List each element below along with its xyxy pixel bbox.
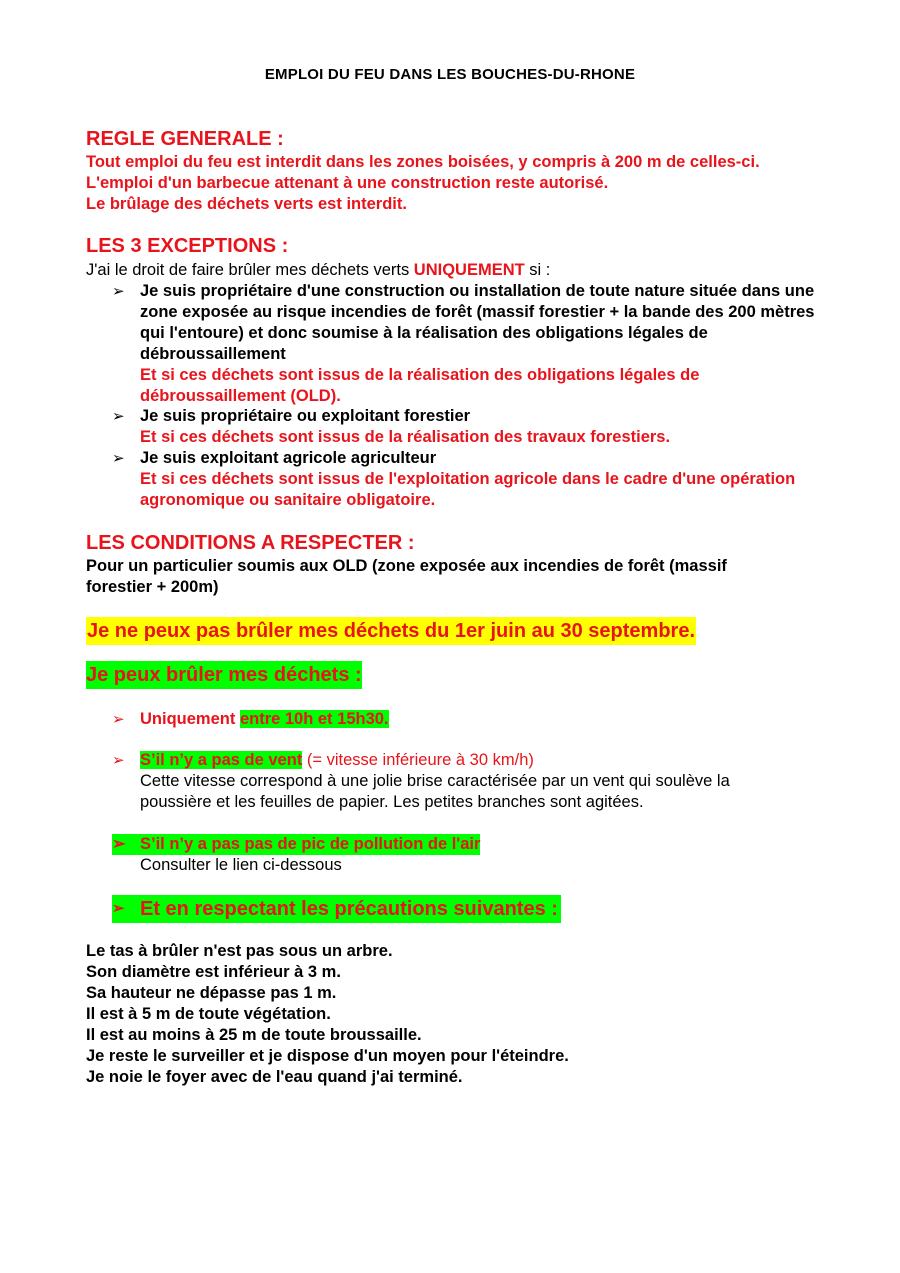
precaution-item-2: Son diamètre est inférieur à 3 m. — [86, 963, 341, 981]
exception-item-2 — [112, 406, 832, 448]
precaution-item-7: Je noie le foyer avec de l'eau quand j'ai terminé. — [86, 1068, 463, 1086]
arrow-bullet-icon: ➢ — [112, 900, 125, 917]
regle-line-3: Le brûlage des déchets verts est interdit. — [86, 195, 407, 213]
condition-precautions-text: Et en respectant les précautions suivantes : — [140, 898, 558, 920]
exception-item-1-condition: Et si ces déchets sont issus de la réalisation des obligations légales de débroussaillement (OLD). — [140, 366, 700, 405]
exceptions-intro — [86, 260, 550, 281]
conditions-intro-line-2: forestier + 200m) — [86, 578, 219, 596]
arrow-bullet-icon: ➢ — [112, 408, 125, 425]
exception-item-3-condition: Et si ces déchets sont issus de l'exploitation agricole dans le cadre d'une opération agronomique ou sanitaire obligatoire. — [140, 470, 796, 509]
exceptions-heading: LES 3 EXCEPTIONS : — [86, 235, 289, 257]
condition-wind-note: (= vitesse inférieure à 30 km/h) — [302, 751, 534, 769]
arrow-bullet-icon: ➢ — [112, 711, 125, 728]
condition-wind-sub-1: Cette vitesse correspond à une jolie brise caractérisée par un vent qui soulève la — [140, 772, 730, 790]
document-title: EMPLOI DU FEU DANS LES BOUCHES-DU-RHONE — [264, 66, 636, 83]
precaution-item-1: Le tas à brûler n'est pas sous un arbre. — [86, 942, 393, 960]
condition-pollution-sub: Consulter le lien ci-dessous — [140, 856, 342, 874]
condition-wind — [112, 750, 730, 813]
precaution-item-6: Je reste le surveiller et je dispose d'un moyen pour l'éteindre. — [86, 1047, 569, 1065]
exceptions-intro-emphasis: UNIQUEMENT — [413, 261, 525, 279]
arrow-bullet-icon: ➢ — [112, 450, 125, 467]
exceptions-intro-end: si : — [524, 261, 551, 279]
exception-item-3-text: Je suis exploitant agricole agriculteur — [140, 449, 437, 467]
regle-line-2: L'emploi d'un barbecue attenant à une construction reste autorisé. — [86, 174, 609, 192]
precaution-item-3: Sa hauteur ne dépasse pas 1 m. — [86, 984, 337, 1002]
exceptions-intro-text: J'ai le droit de faire brûler mes déchets verts — [86, 261, 414, 279]
regle-line-1: Tout emploi du feu est interdit dans les zones boisées, y compris à 200 m de celles-ci. — [86, 153, 760, 171]
condition-wind-highlight: S’il n’y a pas de vent — [140, 751, 303, 769]
condition-hours — [112, 709, 389, 730]
regle-heading: REGLE GENERALE : — [86, 128, 284, 150]
precaution-item-5: Il est au moins à 25 m de toute broussaille. — [86, 1026, 422, 1044]
arrow-bullet-icon: ➢ — [112, 835, 126, 853]
condition-precautions — [112, 895, 561, 923]
condition-hours-highlight: entre 10h et 15h30. — [239, 710, 389, 728]
arrow-bullet-icon: ➢ — [112, 752, 125, 769]
condition-hours-label: Uniquement — [140, 710, 236, 728]
exception-item-3 — [112, 448, 832, 511]
condition-pollution-highlight: S’il n’y a pas pas de pic de pollution de l'air — [140, 835, 481, 853]
precaution-item-4: Il est à 5 m de toute végétation. — [86, 1005, 331, 1023]
exception-item-1 — [112, 281, 832, 407]
condition-wind-sub-2: poussière et les feuilles de papier. Les petites branches sont agitées. — [140, 793, 644, 811]
conditions-intro-line-1: Pour un particulier soumis aux OLD (zone exposée aux incendies de forêt (massif — [86, 557, 727, 575]
allowed-heading: Je peux brûler mes déchets : — [86, 661, 362, 689]
exception-item-1-text: Je suis propriétaire d'une construction ou installation de toute nature située dans une zone exposée au risque incendies de forêt (massif forestier + la bande des 200 mètres qui l'entoure) et donc soumise à la réalisation des obligations légales de débroussaillement — [140, 282, 815, 363]
conditions-heading: LES CONDITIONS A RESPECTER : — [86, 532, 415, 554]
forbidden-period: Je ne peux pas brûler mes déchets du 1er juin au 30 septembre. — [86, 617, 696, 645]
arrow-bullet-icon: ➢ — [112, 283, 125, 300]
precautions-list — [86, 941, 569, 1088]
exception-item-2-text: Je suis propriétaire ou exploitant forestier — [140, 407, 471, 425]
exception-item-2-condition: Et si ces déchets sont issus de la réalisation des travaux forestiers. — [140, 428, 671, 446]
condition-pollution — [112, 834, 480, 876]
